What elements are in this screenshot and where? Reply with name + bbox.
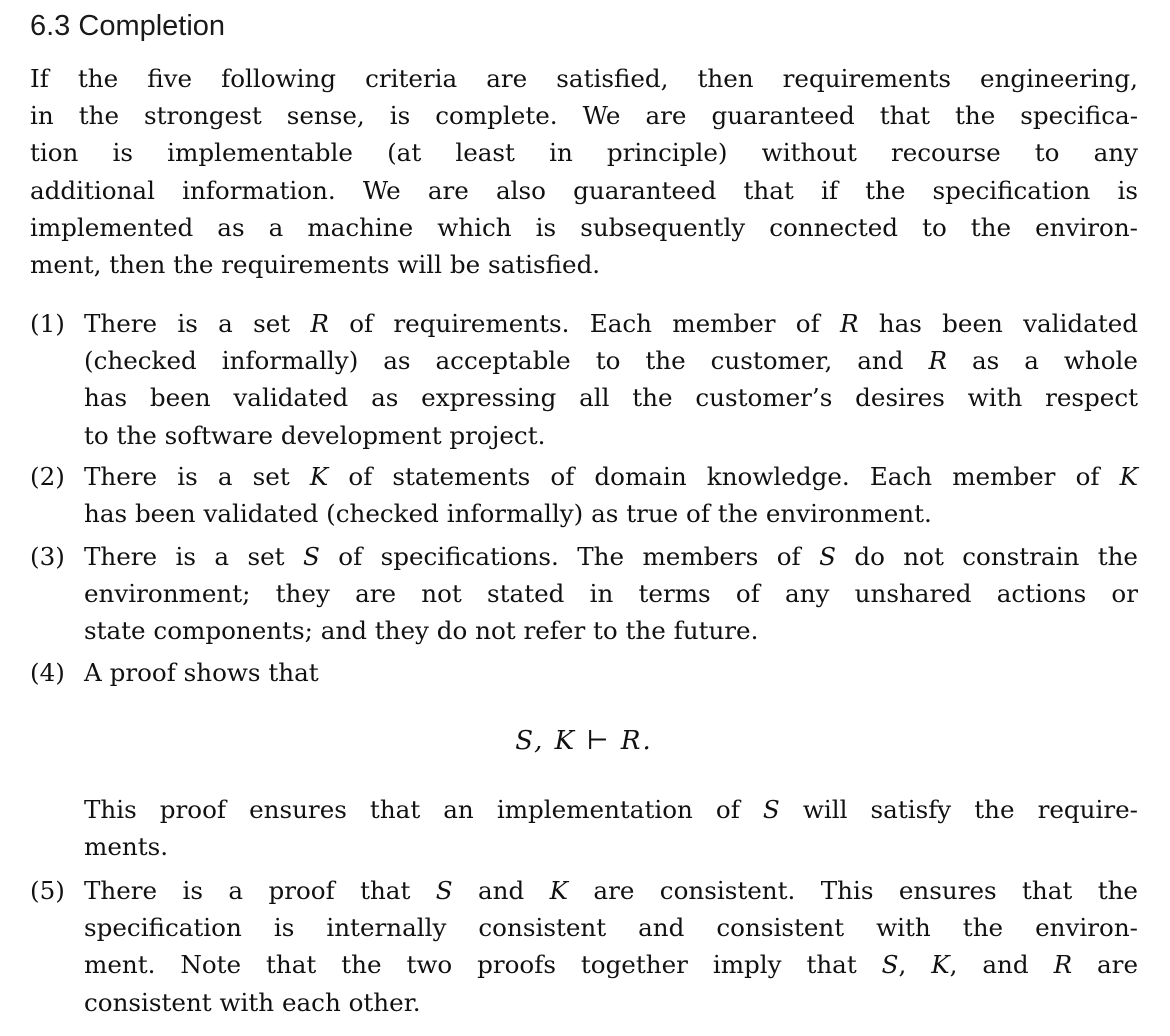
criterion-line: There is a proof that S and K are consistent. This ensures that the	[84, 876, 1138, 905]
criterion-line: A proof shows that	[84, 658, 319, 687]
intro-line: tion is implementable (at least in principle) without recourse to any	[30, 138, 1138, 168]
criterion-text	[84, 872, 1138, 1021]
intro-line: additional information. We are also guaranteed that if the specification is	[30, 175, 1138, 205]
criterion-number: (1)	[30, 309, 65, 338]
criterion-line: has been validated as expressing all the customer’s desires with respect	[84, 383, 1138, 413]
criterion-line: specification is internally consistent and consistent with the environ-	[84, 913, 1138, 943]
criterion-line: to the software development project.	[84, 420, 546, 450]
criterion-line: (checked informally) as acceptable to the customer, and R as a whole	[84, 346, 1138, 376]
criterion-number: (5)	[30, 876, 65, 905]
intro-paragraph	[30, 60, 1138, 283]
intro-line: If the five following criteria are satisfied, then requirements engineering,	[30, 64, 1138, 93]
criterion-line: This proof ensures that an implementation of S will satisfy the require-	[84, 795, 1138, 824]
criterion-line: consistent with each other.	[84, 987, 421, 1017]
criterion-line: has been validated (checked informally) as true of the environment.	[84, 499, 932, 529]
section-heading: 6.3 Completion	[30, 10, 226, 42]
criterion-text	[84, 458, 1138, 532]
criterion-text	[84, 791, 1138, 865]
intro-line: in the strongest sense, is complete. We are guaranteed that the specifica-	[30, 101, 1138, 131]
intro-line: implemented as a machine which is subsequently connected to the environ-	[30, 212, 1138, 242]
criterion-line: There is a set S of specifications. The members of S do not constrain the	[84, 542, 1138, 571]
criterion-line: state components; and they do not refer to the future.	[84, 616, 759, 646]
criterion-number: (3)	[30, 542, 65, 571]
criterion-line: environment; they are not stated in terms of any unshared actions or	[84, 579, 1138, 609]
criterion-text	[84, 305, 1138, 454]
formula-entailment: S, K ⊢ R.	[515, 726, 653, 756]
criterion-number: (2)	[30, 462, 65, 491]
criterion-number: (4)	[30, 658, 65, 687]
criterion-line: There is a set R of requirements. Each member of R has been validated	[84, 309, 1138, 338]
criterion-text	[84, 538, 1138, 650]
criterion-text	[84, 654, 1138, 691]
criterion-line: There is a set K of statements of domain knowledge. Each member of K	[84, 462, 1138, 491]
intro-line: ment, then the requirements will be satisfied.	[30, 250, 601, 280]
criterion-line: ments.	[84, 832, 169, 862]
criterion-line: ment. Note that the two proofs together imply that S, K, and R are	[84, 950, 1138, 980]
